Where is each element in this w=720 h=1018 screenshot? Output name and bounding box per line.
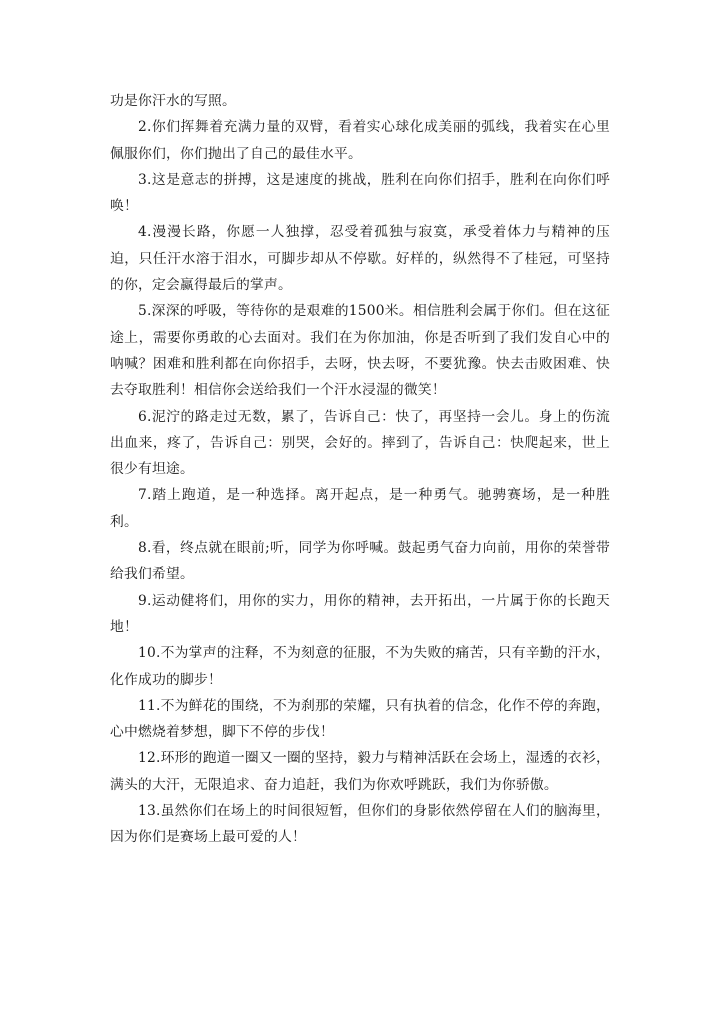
document-body [110, 88, 610, 851]
paragraph-item-10: 10.不为掌声的注释，不为刻意的征服，不为失败的痛苦，只有辛勤的汗水，化作成功的脚步！ [110, 645, 610, 688]
paragraph-item-6: 6.泥泞的路走过无数，累了，告诉自己：快了，再坚持一会儿。身上的伤流出血来，疼了，告诉自己：别哭，会好的。摔到了，告诉自己：快爬起来，世上很少有坦途。 [110, 408, 610, 478]
paragraph-item-3: 3.这是意志的拼搏，这是速度的挑战，胜利在向你们招手，胜利在向你们呼唤！ [110, 171, 610, 215]
paragraph-item-8: 8.看，终点就在眼前;听，同学为你呼喊。鼓起勇气奋力向前，用你的荣誉带给我们希望。 [110, 540, 610, 583]
paragraph-continuation: 功是你汗水的写照。 [110, 93, 236, 109]
paragraph-item-11: 11.不为鲜花的围绕，不为刹那的荣耀，只有执着的信念，化作不停的奔跑，心中燃烧着梦想，脚下不停的步伐！ [110, 697, 610, 741]
paragraph-item-5: 5.深深的呼吸，等待你的是艰难的1500米。相信胜利会属于你们。但在这征途上，需要你勇敢的心去面对。我们在为你加油，你是否听到了我们发自心中的呐喊？困难和胜利都在向你招手，去呀，快去呀，不要犹豫。快去击败困难、快去夺取胜利！相信你会送给我们一个汗水浸湿的微笑！ [110, 303, 610, 399]
paragraph-item-12: 12.环形的跑道一圈又一圈的坚持，毅力与精神活跃在会场上，湿透的衣衫，满头的大汗，无限追求、奋力追赶，我们为你欢呼跳跃，我们为你骄傲。 [110, 750, 610, 793]
paragraph-item-9: 9.运动健将们，用你的实力，用你的精神，去开拓出，一片属于你的长跑天地！ [110, 592, 610, 635]
paragraph-item-2: 2.你们挥舞着充满力量的双臂，看着实心球化成美丽的弧线，我着实在心里佩服你们，你们抛出了自己的最佳水平。 [110, 119, 610, 162]
paragraph-item-13: 13.虽然你们在场上的时间很短暂，但你们的身影依然停留在人们的脑海里，因为你们是赛场上最可爱的人！ [110, 803, 610, 846]
paragraph-item-7: 7.踏上跑道，是一种选择。离开起点，是一种勇气。驰骋赛场，是一种胜利。 [110, 487, 610, 530]
paragraph-item-4: 4.漫漫长路，你愿一人独撑，忍受着孤独与寂寞，承受着体力与精神的压迫，只任汗水溶于泪水，可脚步却从不停歇。好样的，纵然得不了桂冠，可坚持的你，定会赢得最后的掌声。 [110, 224, 610, 294]
